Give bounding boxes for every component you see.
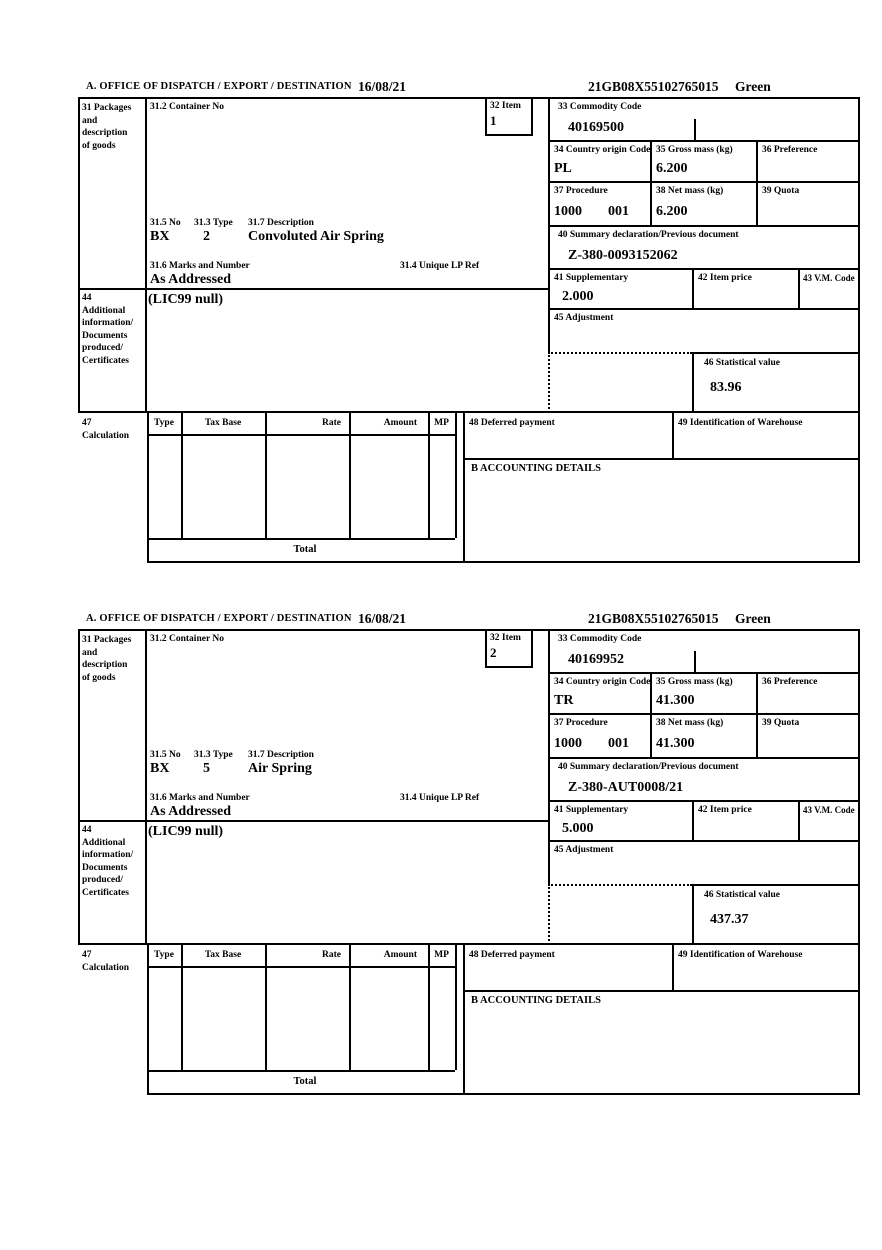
box-49-label: 49 Identification of Warehouse: [678, 418, 803, 428]
calc-bottom-rule: [147, 538, 455, 540]
calc-bottom-rule: [147, 1070, 455, 1072]
box-44-label: 44 Additional information/ Documents produced/ Certificates: [82, 825, 134, 898]
col-31-divider: [145, 631, 147, 945]
box-35-gross-mass: [650, 142, 756, 183]
calc-total-label: Total: [293, 1076, 317, 1087]
commodity-code-value: 40169952: [568, 652, 624, 667]
box-37-label: 37 Procedure: [554, 186, 608, 196]
calc-col-divider-1: [181, 945, 183, 1070]
box-42-item-price: [692, 802, 798, 842]
calc-col-divider-1: [181, 413, 183, 538]
sad-form-grid: [78, 97, 860, 563]
item-number-value: 1: [490, 113, 497, 128]
net-mass-value: 6.200: [656, 204, 688, 219]
box-33-commodity-code: [548, 99, 860, 142]
office-of-dispatch-heading: A. OFFICE OF DISPATCH / EXPORT / DESTINATION: [86, 613, 352, 624]
col-31-divider: [145, 99, 147, 413]
box-31-3-type-label: 31.3 Type: [194, 218, 233, 228]
acceptance-date: 16/08/21: [358, 79, 407, 94]
item-number-value: 2: [490, 645, 497, 660]
outer-left-border: [78, 631, 80, 945]
procedure-extra-value: 001: [608, 204, 629, 219]
box-47-label: 47 Calculation: [82, 418, 129, 441]
box-45-label: 45 Adjustment: [554, 845, 614, 855]
box-31-2-container-label: 31.2 Container No: [150, 102, 224, 112]
box-31-7-description-label: 31.7 Description: [248, 750, 314, 760]
box-35-gross-mass: [650, 674, 756, 715]
box-31-3-type-label: 31.3 Type: [194, 750, 233, 760]
calc-table-right-border: [455, 945, 457, 1070]
box-31-7-description-label: 31.7 Description: [248, 218, 314, 228]
box-31-packages-label: 31 Packages and description of goods: [82, 103, 132, 151]
calc-col-tax-base: Tax Base: [204, 418, 242, 428]
accounting-details-label: B ACCOUNTING DETAILS: [471, 463, 601, 474]
box-44-top-divider: [78, 820, 548, 822]
previous-document-value: Z-380-0093152062: [568, 248, 678, 263]
procedure-value: 1000: [554, 204, 582, 219]
accounting-top-border: [463, 458, 860, 460]
box-43-vm-code: [798, 802, 860, 842]
box-34-label: 34 Country origin Code: [554, 145, 651, 155]
calc-col-tax-base: Tax Base: [204, 950, 242, 960]
box-41-supplementary: [548, 802, 692, 842]
box-39-label: 39 Quota: [762, 186, 800, 196]
routing-status: Green: [735, 79, 771, 94]
additional-info-value: (LIC99 null): [148, 824, 224, 839]
calc-col-mp: MP: [434, 418, 449, 428]
box-40-label: 40 Summary declaration/Previous document: [558, 230, 739, 240]
calc-header-rule: [147, 966, 455, 968]
dotted-top-rule: [548, 884, 692, 886]
supplementary-value: 2.000: [562, 289, 594, 304]
box-32-item-label: 32 Item: [490, 633, 521, 643]
section-header: [78, 609, 860, 629]
box-31-2-container-label: 31.2 Container No: [150, 634, 224, 644]
box-31-5-no-label: 31.5 No: [150, 218, 181, 228]
box-31-6-marks-label: 31.6 Marks and Number: [150, 793, 250, 803]
calc-col-type: Type: [154, 418, 174, 428]
box-32-item: [485, 631, 533, 668]
calc-col-rate: Rate: [322, 950, 341, 960]
box-33-commodity-code: [548, 631, 860, 674]
gross-mass-value: 41.300: [656, 693, 695, 708]
box-43-label: 43 V.M. Code: [803, 273, 855, 283]
box-47-label: 47 Calculation: [82, 950, 129, 973]
box-31-4-lp-ref-label: 31.4 Unique LP Ref: [400, 261, 480, 271]
box-37-label: 37 Procedure: [554, 718, 608, 728]
box-32-item-label: 32 Item: [490, 101, 521, 111]
gross-mass-value: 6.200: [656, 161, 688, 176]
calc-col-type: Type: [154, 950, 174, 960]
box-48-left-border: [463, 413, 465, 561]
procedure-extra-value: 001: [608, 736, 629, 751]
box-45-adjustment: [548, 310, 860, 352]
box-46-statistical-value: [692, 884, 860, 945]
calc-col-rate: Rate: [322, 418, 341, 428]
calc-header-rule: [147, 434, 455, 436]
origin-code-value: PL: [554, 161, 572, 176]
box-33-label: 33 Commodity Code: [558, 102, 642, 112]
commodity-code-separator: [694, 119, 696, 140]
box-36-label: 36 Preference: [762, 145, 818, 155]
section-header: [78, 77, 860, 97]
dotted-left-rule: [548, 884, 550, 945]
box-42-label: 42 Item price: [698, 273, 752, 283]
commodity-code-separator: [694, 651, 696, 672]
box-41-label: 41 Supplementary: [554, 805, 629, 815]
dotted-top-rule: [548, 352, 692, 354]
box-41-supplementary: [548, 270, 692, 310]
calc-col-amount: Amount: [383, 950, 417, 960]
outer-bottom-border: [147, 561, 860, 563]
net-mass-value: 41.300: [656, 736, 695, 751]
box-48-49-divider: [672, 413, 674, 458]
box-37-procedure: [548, 715, 650, 759]
box-40-previous-document: [548, 759, 860, 802]
box-44-label: 44 Additional information/ Documents produced/ Certificates: [82, 293, 134, 366]
package-type-value: 2: [203, 229, 210, 244]
statistical-value: 83.96: [710, 380, 742, 395]
office-of-dispatch-heading: A. OFFICE OF DISPATCH / EXPORT / DESTINATION: [86, 81, 352, 92]
box-48-label: 48 Deferred payment: [469, 950, 555, 960]
acceptance-date: 16/08/21: [358, 611, 407, 626]
box-48-49-divider: [672, 945, 674, 990]
mrn-number: 21GB08X55102765015: [588, 79, 719, 94]
package-type-value: 5: [203, 761, 210, 776]
box-37-procedure: [548, 183, 650, 227]
box-43-vm-code: [798, 270, 860, 310]
statistical-value: 437.37: [710, 912, 749, 927]
box-34-label: 34 Country origin Code: [554, 677, 651, 687]
calc-col-divider-2: [265, 945, 267, 1070]
marks-value: As Addressed: [150, 272, 232, 287]
box-45-adjustment: [548, 842, 860, 884]
box-42-label: 42 Item price: [698, 805, 752, 815]
package-no-value: BX: [150, 229, 170, 244]
outer-left-border: [78, 99, 80, 413]
box-38-label: 38 Net mass (kg): [656, 186, 724, 196]
procedure-value: 1000: [554, 736, 582, 751]
accounting-top-border: [463, 990, 860, 992]
outer-bottom-border: [147, 1093, 860, 1095]
box-31-packages-label: 31 Packages and description of goods: [82, 635, 132, 683]
box-39-label: 39 Quota: [762, 718, 800, 728]
box-46-label: 46 Statistical value: [704, 358, 780, 368]
box-32-item: [485, 99, 533, 136]
box-34-country-origin: [548, 674, 650, 715]
calc-col-amount: Amount: [383, 418, 417, 428]
box-39-quota: [756, 715, 860, 759]
calc-col-divider-3: [349, 945, 351, 1070]
box-48-label: 48 Deferred payment: [469, 418, 555, 428]
box-43-label: 43 V.M. Code: [803, 805, 855, 815]
box-36-preference: [756, 142, 860, 183]
routing-status: Green: [735, 611, 771, 626]
box-33-label: 33 Commodity Code: [558, 634, 642, 644]
package-no-value: BX: [150, 761, 170, 776]
declaration-item-1: [78, 77, 860, 563]
mrn-number: 21GB08X55102765015: [588, 611, 719, 626]
box-31-4-lp-ref-label: 31.4 Unique LP Ref: [400, 793, 480, 803]
box-41-label: 41 Supplementary: [554, 273, 629, 283]
box-40-previous-document: [548, 227, 860, 270]
calc-col-mp: MP: [434, 950, 449, 960]
box-40-label: 40 Summary declaration/Previous document: [558, 762, 739, 772]
calc-col-divider-4: [428, 413, 430, 538]
box-48-left-border: [463, 945, 465, 1093]
calc-total-label: Total: [293, 544, 317, 555]
box-35-label: 35 Gross mass (kg): [656, 145, 733, 155]
box-38-label: 38 Net mass (kg): [656, 718, 724, 728]
box-45-label: 45 Adjustment: [554, 313, 614, 323]
commodity-code-value: 40169500: [568, 120, 624, 135]
calc-col-divider-3: [349, 413, 351, 538]
marks-value: As Addressed: [150, 804, 232, 819]
accounting-details-label: B ACCOUNTING DETAILS: [471, 995, 601, 1006]
dotted-left-rule: [548, 352, 550, 413]
origin-code-value: TR: [554, 693, 574, 708]
box-38-net-mass: [650, 183, 756, 227]
box-31-6-marks-label: 31.6 Marks and Number: [150, 261, 250, 271]
box-36-label: 36 Preference: [762, 677, 818, 687]
box-39-quota: [756, 183, 860, 227]
sad-form-grid: [78, 629, 860, 1095]
box-42-item-price: [692, 270, 798, 310]
box-47-top-border: [78, 943, 860, 945]
previous-document-value: Z-380-AUT0008/21: [568, 780, 684, 795]
goods-description-value: Convoluted Air Spring: [248, 229, 384, 244]
box-47-top-border: [78, 411, 860, 413]
box-31-5-no-label: 31.5 No: [150, 750, 181, 760]
calc-col-divider-2: [265, 413, 267, 538]
box-46-label: 46 Statistical value: [704, 890, 780, 900]
box-46-statistical-value: [692, 352, 860, 413]
box-34-country-origin: [548, 142, 650, 183]
calc-col-divider-4: [428, 945, 430, 1070]
box-44-top-divider: [78, 288, 548, 290]
box-35-label: 35 Gross mass (kg): [656, 677, 733, 687]
box-36-preference: [756, 674, 860, 715]
additional-info-value: (LIC99 null): [148, 292, 224, 307]
box-49-label: 49 Identification of Warehouse: [678, 950, 803, 960]
declaration-item-2: [78, 609, 860, 1095]
goods-description-value: Air Spring: [248, 761, 312, 776]
calc-table-right-border: [455, 413, 457, 538]
box-38-net-mass: [650, 715, 756, 759]
supplementary-value: 5.000: [562, 821, 594, 836]
